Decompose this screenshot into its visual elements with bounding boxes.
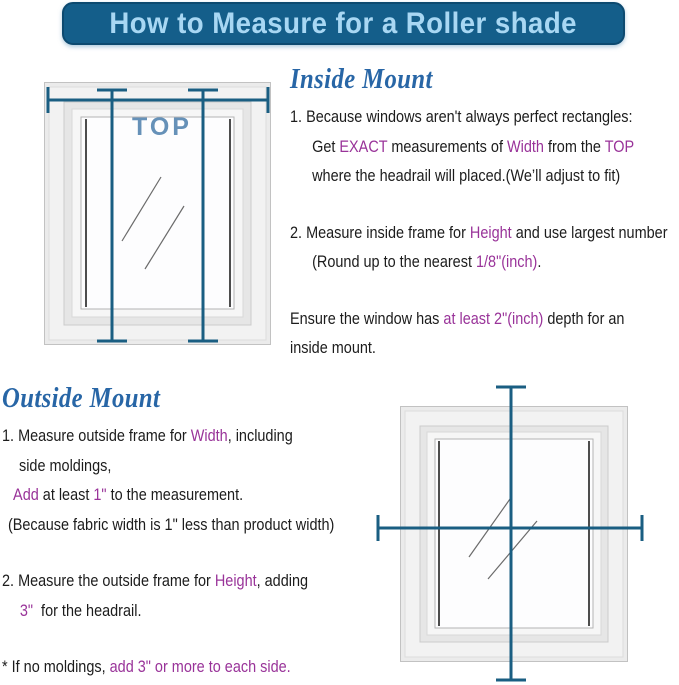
text-segment: Width [506,136,544,156]
text-segment: for the headrail. [33,600,142,620]
text-segment: Height [469,222,512,242]
inside-mount-depth-note [290,304,679,363]
text-segment: Add [13,485,39,504]
text-line [2,421,410,451]
text-segment: (Round up to the nearest [312,252,476,271]
text-segment: to the measurement. [106,485,244,504]
text-segment: TOP [604,136,635,156]
text-segment: , including [227,426,293,445]
text-line [290,333,679,363]
text-line [2,480,410,510]
outside-mount-heading: Outside Mount [2,382,161,414]
text-segment: depth for an [543,308,625,328]
title-banner [62,2,625,45]
text-segment: Get [312,136,340,156]
text-segment: 1" [93,485,107,504]
text-segment: 3" [19,600,34,620]
text-segment: add 3" or more to each side. [109,657,291,676]
text-segment: side moldings, [19,455,112,475]
text-line [2,451,410,481]
text-segment: at least [38,485,94,504]
text-line [2,596,410,626]
text-segment: inside mount. [290,338,376,357]
inside-mount-step-2 [290,218,679,277]
text-segment: from the [543,136,605,156]
text-line [2,566,410,596]
text-line [290,132,679,162]
page-title: How to Measure for a Roller shade [109,6,578,40]
text-segment: (Because fabric width is 1" less than product width) [7,514,335,534]
text-segment: EXACT [339,136,388,156]
text-line [2,510,410,540]
text-segment: Width [190,426,228,445]
window-glass [81,117,234,309]
text-segment: where the headrail will placed.(We’ll adjust to fit) [312,166,621,185]
text-line [290,304,679,334]
top-label: TOP [132,113,192,141]
text-segment: , adding [256,571,309,590]
outside-mount-moldings-note [2,652,410,682]
text-line [2,652,410,682]
window-glass [435,439,593,628]
text-line [290,161,679,191]
window-frame [401,407,628,662]
inside-mount-section [290,62,679,363]
text-segment: 1. Because windows aren't always perfect rectangles: [290,107,633,126]
text-line [290,247,679,277]
text-segment: . [537,252,542,271]
text-line [290,102,679,132]
outside-mount-step-1 [2,421,410,539]
inside-mount-step-1 [290,102,679,191]
text-segment: Ensure the window has [290,308,444,328]
text-segment: 2. Measure the outside frame for [2,571,215,590]
outside-mount-window-diagram [375,382,645,685]
outside-mount-section [2,381,410,682]
text-segment: 2. Measure inside frame for [290,222,470,242]
text-segment: * If no moldings, [2,657,110,676]
text-segment: at least 2"(inch) [443,308,544,328]
outside-mount-step-2 [2,566,410,625]
text-segment: and use largest number [511,222,668,242]
text-segment: 1. Measure outside frame for [2,426,191,445]
text-segment: measurements of [387,136,507,156]
inside-mount-heading: Inside Mount [290,63,433,95]
inside-mount-window-diagram [42,78,274,350]
text-segment: Height [214,571,257,590]
text-line [290,218,679,248]
text-segment: 1/8"(inch) [475,252,538,271]
